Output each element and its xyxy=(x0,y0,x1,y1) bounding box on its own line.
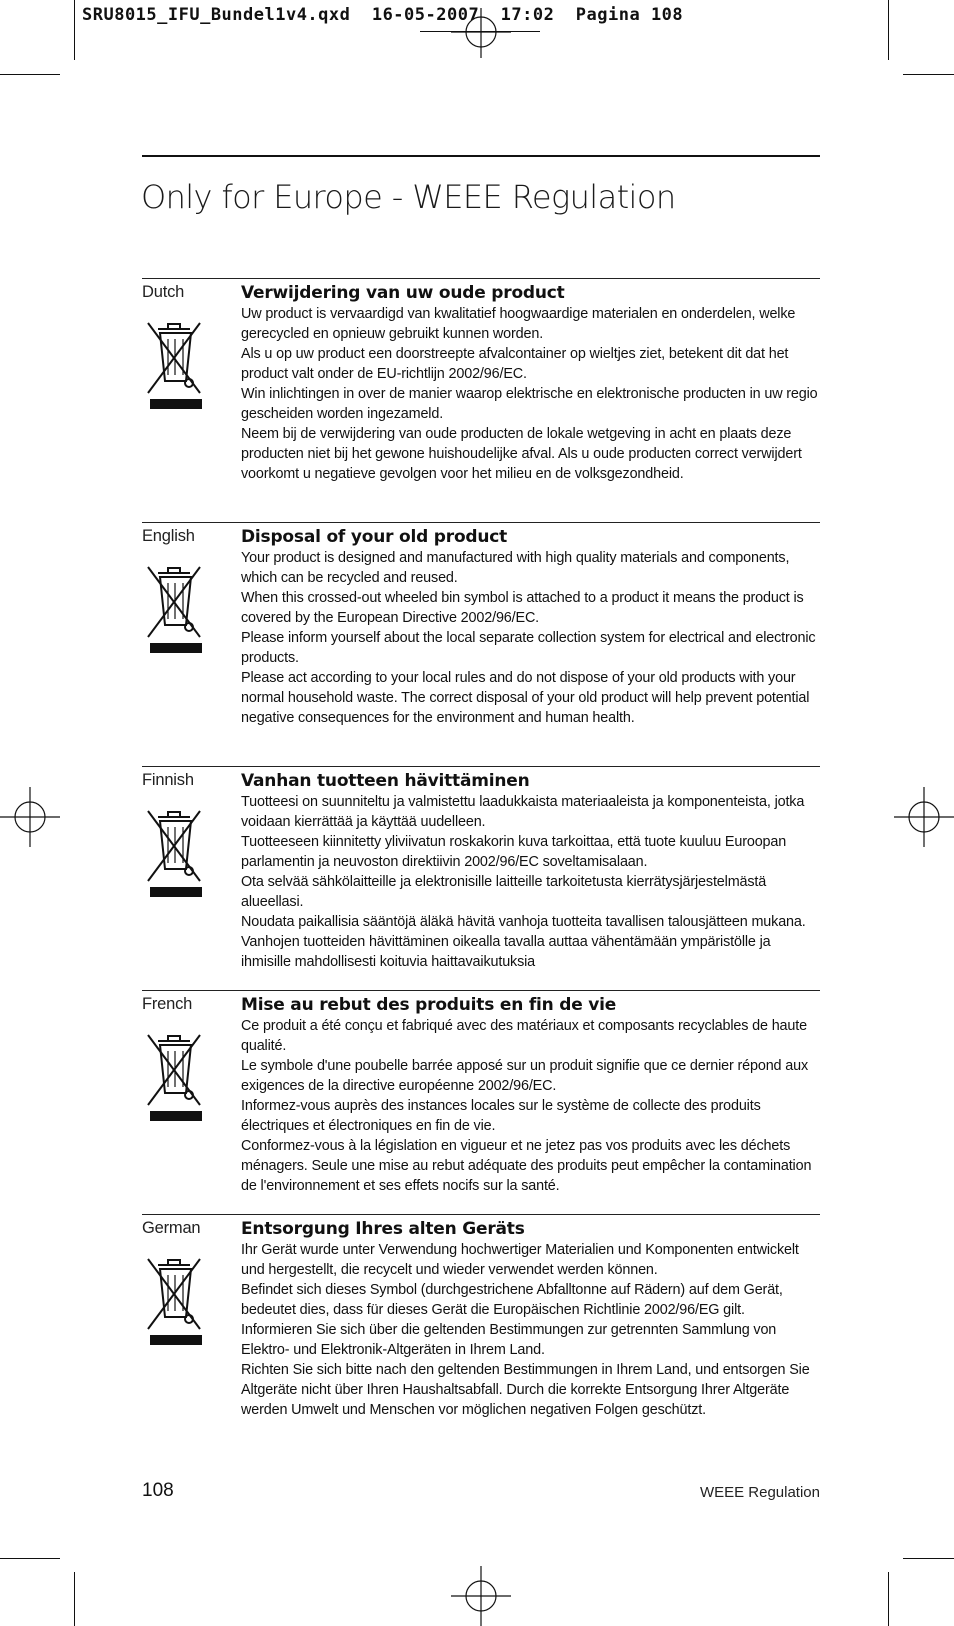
crop-mark-bottom-left-vertical xyxy=(74,1572,75,1626)
crossed-out-wheeled-bin-icon xyxy=(142,1245,206,1345)
print-slug: SRU8015_IFU_Bundel1v4.qxd 16-05-2007 17:02 Pagina 108 xyxy=(82,5,684,25)
section-english xyxy=(142,522,820,763)
language-label: English xyxy=(142,527,195,545)
paragraph: Le symbole d'une poubelle barrée apposé sur un produit signifie que ce dernier répond aux exigences de la directive européenne 2002/96/EC. xyxy=(241,1058,809,1094)
header-rule xyxy=(142,155,820,157)
paragraph: Als u op uw product een doorstreepte afvalcontainer op wieltjes ziet, betekent dit dat het product valt onder de EU-richtlijn 2002/96/EC. xyxy=(241,346,789,382)
page-title: Only for Europe - WEEE Regulation xyxy=(141,178,676,216)
crop-mark-bottom-left-horizontal xyxy=(0,1558,60,1559)
paragraph: Ota selvää sähkölaitteille ja elektronisille laitteille tarkoitetusta kierrätysjärjestelmästä alueellasi. xyxy=(241,874,767,910)
paragraph: Tuotteeseen kiinnitetty yliviivatun roskakorin kuva tarkoittaa, että tuote kuuluu Euroopan parlamentin ja neuvoston direktiivin 2002/96/EC soveltamisalaan. xyxy=(241,834,787,870)
registration-mark-icon xyxy=(451,1566,511,1626)
section-french xyxy=(142,990,820,1211)
section-body xyxy=(241,526,823,728)
crop-mark-bottom-right-vertical xyxy=(888,1572,889,1626)
paragraph: Your product is designed and manufactured with high quality materials and components, which can be recycled and reused. xyxy=(241,550,790,586)
paragraph: Richten Sie sich bitte nach den geltenden Bestimmungen in Ihrem Land, und entsorgen Sie Altgeräte nicht über Ihren Haushaltsabfall. Durch die korrekte Entsorgung Ihrer Altgeräte werden Umwelt und Menschen vor möglichen negativen Folgen geschützt. xyxy=(241,1362,810,1418)
section-heading: Disposal of your old product xyxy=(241,527,508,547)
section-heading: Verwijdering van uw oude product xyxy=(241,283,565,303)
section-heading: Entsorgung Ihres alten Geräts xyxy=(241,1219,525,1239)
section-dutch xyxy=(142,278,820,519)
registration-mark-icon xyxy=(451,2,511,62)
paragraph: Conformez-vous à la législation en vigueur et ne jetez pas vos produits avec les déchets ménagers. Seule une mise au rebut adéquate des produits peut empêcher la contamination de l'environnement et ses effets nocifs sur la santé. xyxy=(241,1138,812,1194)
section-body xyxy=(241,994,823,1196)
paragraph: Noudata paikallisia sääntöjä äläkä hävitä vanhoja tuotteita tavallisen talousjätteen mukana. Vanhojen tuotteiden hävittäminen oikealla tavalla auttaa vähentämään ympäristölle ja ihmisille mahdollisesti koituvia haittavaikutuksia xyxy=(241,914,806,970)
paragraph: Neem bij de verwijdering van oude producten de lokale wetgeving in acht en plaats deze producten niet bij het gewone huishoudelijke afval. Als u oude producten correct verwijdert voorkomt u negatieve gevolgen voor het milieu en de volksgezondheid. xyxy=(241,426,802,482)
language-label: Dutch xyxy=(142,283,185,301)
section-german xyxy=(142,1214,820,1465)
crop-mark-top-left-horizontal xyxy=(0,74,60,75)
paragraph: When this crossed-out wheeled bin symbol is attached to a product it means the product is covered by the European Directive 2002/96/EC. xyxy=(241,590,804,626)
language-label: Finnish xyxy=(142,771,194,789)
crossed-out-wheeled-bin-icon xyxy=(142,553,206,653)
paragraph: Please act according to your local rules and do not dispose of your old products with your normal household waste. The correct disposal of your old product will help prevent potential negative consequences for the environment and human health. xyxy=(241,670,810,726)
paragraph: Informez-vous auprès des instances locales sur le système de collecte des produits électriques et électroniques en fin de vie. xyxy=(241,1098,761,1134)
crop-mark-bottom-right-horizontal xyxy=(903,1558,954,1559)
paragraph: Tuotteesi on suunniteltu ja valmistettu laadukkaista materiaaleista ja komponenteista, jotka voidaan kierrättää ja käyttää uudelleen. xyxy=(241,794,805,830)
paragraph: Win inlichtingen in over de manier waarop elektrische en elektronische producten in uw regio gescheiden worden ingezameld. xyxy=(241,386,818,422)
crop-mark-top-left-vertical xyxy=(74,0,75,60)
crop-mark-top-right-vertical xyxy=(888,0,889,60)
section-text xyxy=(241,1016,823,1196)
crossed-out-wheeled-bin-icon xyxy=(142,1021,206,1121)
section-text xyxy=(241,792,823,972)
language-label: German xyxy=(142,1219,201,1237)
crop-mark-top-right-horizontal xyxy=(903,74,954,75)
paragraph: Please inform yourself about the local separate collection system for electrical and electronic products. xyxy=(241,630,816,666)
section-text xyxy=(241,1240,823,1420)
paragraph: Informieren Sie sich über die geltenden Bestimmungen zur getrennten Sammlung von Elektro- und Elektronik-Altgeräten in Ihrem Land. xyxy=(241,1322,777,1358)
section-text xyxy=(241,548,823,728)
section-finnish xyxy=(142,766,820,987)
section-heading: Vanhan tuotteen hävittäminen xyxy=(241,771,530,791)
language-label: French xyxy=(142,995,193,1013)
page-number: 108 xyxy=(142,1480,174,1501)
section-body xyxy=(241,1218,823,1420)
section-text xyxy=(241,304,823,484)
section-heading: Mise au rebut des produits en fin de vie xyxy=(241,995,617,1015)
crossed-out-wheeled-bin-icon xyxy=(142,309,206,409)
running-footer-title: WEEE Regulation xyxy=(699,1484,820,1501)
section-body xyxy=(241,282,823,484)
registration-mark-icon xyxy=(894,787,954,847)
crossed-out-wheeled-bin-icon xyxy=(142,797,206,897)
registration-mark-icon xyxy=(0,787,60,847)
paragraph: Befindet sich dieses Symbol (durchgestrichene Abfalltonne auf Rädern) auf dem Gerät, bedeutet dies, dass für dieses Gerät die Europäischen Richtlinie 2002/96/EG gilt. xyxy=(241,1282,783,1318)
paragraph: Uw product is vervaardigd van kwalitatief hoogwaardige materialen en onderdelen, welke gerecycled en opnieuw gebruikt kunnen worden. xyxy=(241,306,796,342)
paragraph: Ce produit a été conçu et fabriqué avec des matériaux et composants recyclables de haute qualité. xyxy=(241,1018,807,1054)
section-body xyxy=(241,770,823,972)
paragraph: Ihr Gerät wurde unter Verwendung hochwertiger Materialien und Komponenten entwickelt und hergestellt, die recycelt und wieder verwendet werden können. xyxy=(241,1242,799,1278)
